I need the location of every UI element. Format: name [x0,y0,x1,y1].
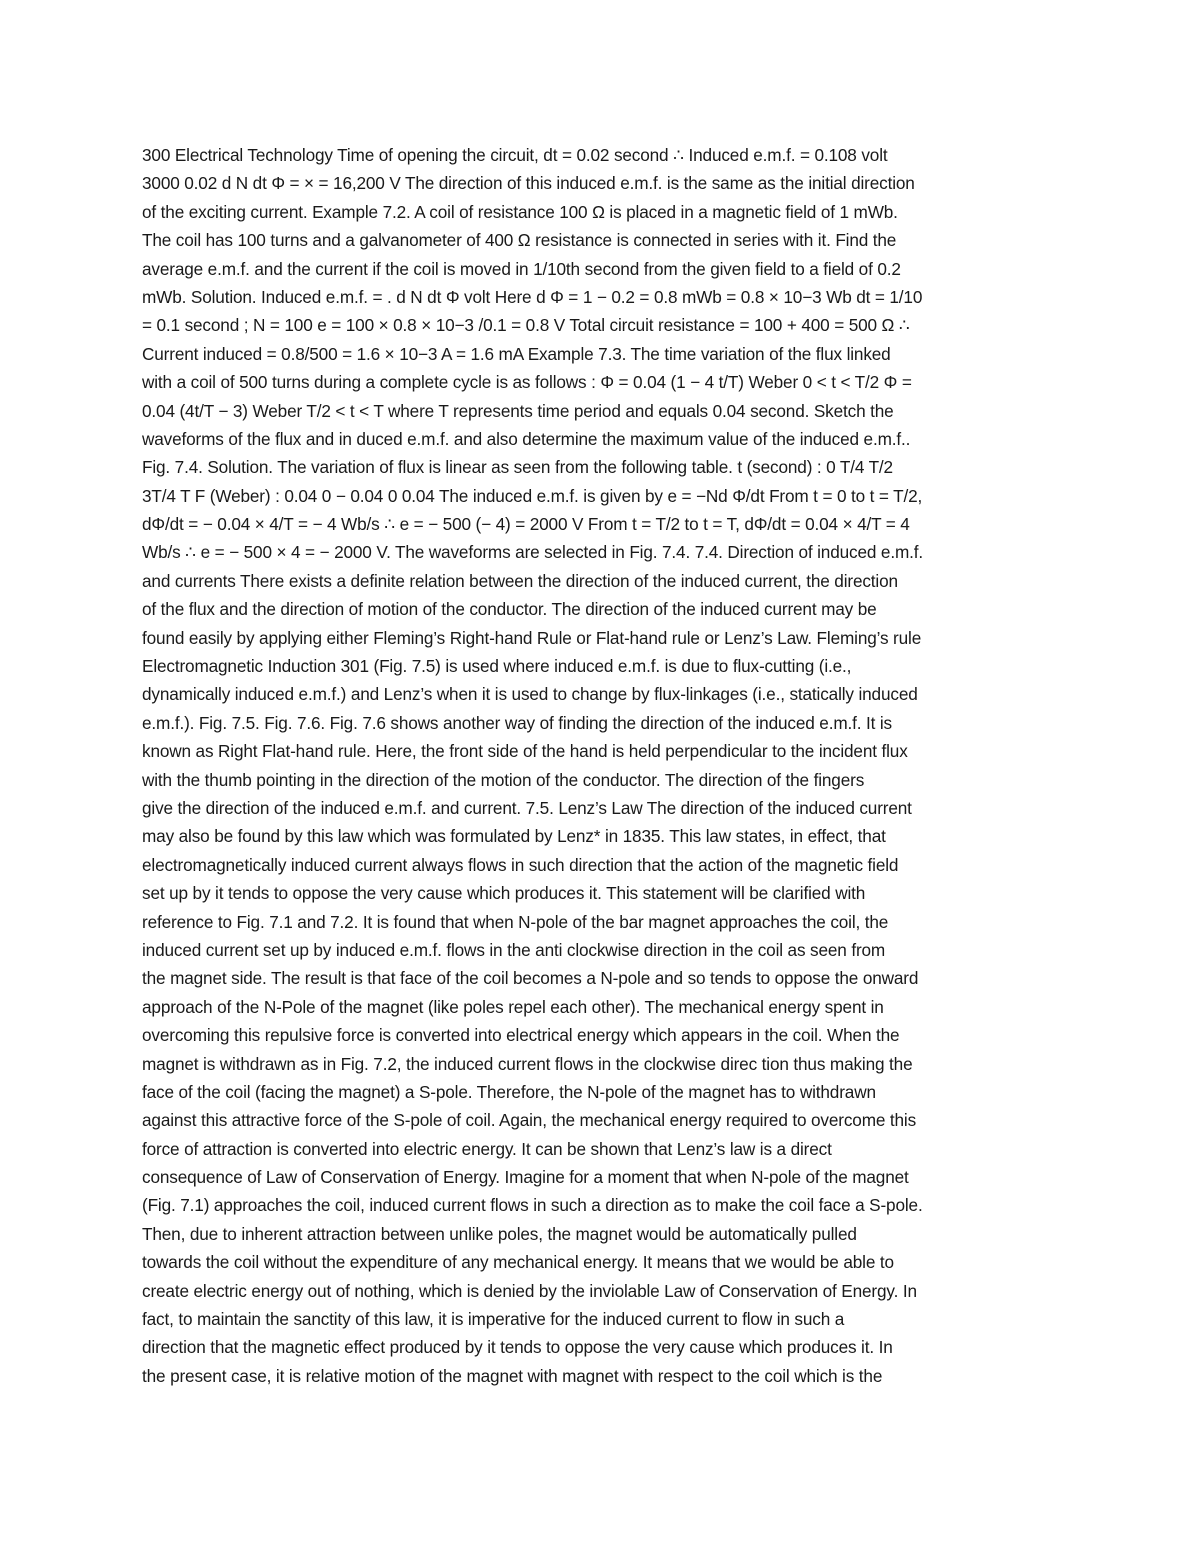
text-line: 3T/4 T F (Weber) : 0.04 0 − 0.04 0 0.04 The induced e.m.f. is given by e = −Nd Φ/dt From t = 0 to t = T/2, [142,485,923,506]
text-line: Wb/s ∴ e = − 500 × 4 = − 2000 V. The waveforms are selected in Fig. 7.4. 7.4. Direction of induced e.m.f. [142,542,924,563]
text-line: Electromagnetic Induction 301 (Fig. 7.5) is used where induced e.m.f. is due to flux-cutting (i.e., [142,656,852,677]
text-line: of the exciting current. Example 7.2. A coil of resistance 100 Ω is placed in a magnetic field of 1 mWb. [142,201,898,222]
text-line: may also be found by this law which was formulated by Lenz* in 1835. This law states, in effect, that [142,826,886,847]
text-line: overcoming this repulsive force is converted into electrical energy which appears in the coil. When the [142,1025,900,1046]
text-line: against this attractive force of the S-pole of coil. Again, the mechanical energy required to overcome this [142,1110,917,1131]
text-line: with the thumb pointing in the direction of the motion of the conductor. The direction of the fingers [142,769,865,790]
text-line: towards the coil without the expenditure of any mechanical energy. It means that we would be able to [142,1252,894,1273]
text-line: 0.04 (4t/T − 3) Weber T/2 < t < T where T represents time period and equals 0.04 second. Sketch the [142,400,894,421]
text-line: found easily by applying either Fleming’s Right-hand Rule or Flat-hand rule or Lenz’s Law. Fleming’s rule [142,627,922,648]
document-page [142,141,1067,1390]
text-line: force of attraction is converted into electric energy. It can be shown that Lenz’s law is a direct [142,1138,832,1159]
text-line: waveforms of the flux and in duced e.m.f. and also determine the maximum value of the induced e.m.f.. [142,428,911,449]
text-line: the magnet side. The result is that face of the coil becomes a N-pole and so tends to oppose the onward [142,968,919,989]
text-line: 300 Electrical Technology Time of opening the circuit, dt = 0.02 second ∴ Induced e.m.f. = 0.108 volt [142,145,888,165]
text-line: Fig. 7.4. Solution. The variation of flux is linear as seen from the following table. t (second) : 0 T/4 T/2 [142,457,893,478]
text-line: dynamically induced e.m.f.) and Lenz’s when it is used to change by flux-linkages (i.e., statically induced [142,684,918,705]
text-line: with a coil of 500 turns during a complete cycle is as follows : Φ = 0.04 (1 − 4 t/T) Weber 0 < t < T/2 Φ = [142,372,912,393]
text-line: reference to Fig. 7.1 and 7.2. It is found that when N-pole of the bar magnet approaches the coil, the [142,911,889,932]
text-line: give the direction of the induced e.m.f. and current. 7.5. Lenz’s Law The direction of the induced current [142,797,912,818]
text-line: average e.m.f. and the current if the coil is moved in 1/10th second from the given field to a field of 0.2 [142,258,901,279]
text-line: Then, due to inherent attraction between unlike poles, the magnet would be automatically pulled [142,1223,857,1244]
text-line: = 0.1 second ; N = 100 e = 100 × 0.8 × 10−3 /0.1 = 0.8 V Total circuit resistance = 100 + 400 = 500 Ω ∴ [142,315,910,336]
text-line: e.m.f.). Fig. 7.5. Fig. 7.6. Fig. 7.6 shows another way of finding the direction of the induced e.m.f. It is [142,712,892,733]
text-line: magnet is withdrawn as in Fig. 7.2, the induced current flows in the clockwise direc tion thus making the [142,1053,913,1074]
text-line: fact, to maintain the sanctity of this law, it is imperative for the induced current to flow in such a [142,1309,845,1330]
body-text [142,141,1067,1390]
text-line: (Fig. 7.1) approaches the coil, induced current flows in such a direction as to make the coil face a S-pole. [142,1195,923,1216]
text-line: The coil has 100 turns and a galvanometer of 400 Ω resistance is connected in series with it. Find the [142,230,897,251]
text-line: 3000 0.02 d N dt Φ = × = 16,200 V The direction of this induced e.m.f. is the same as the initial direction [142,173,915,194]
text-line: direction that the magnetic effect produced by it tends to oppose the very cause which produces it. In [142,1337,893,1358]
text-line: induced current set up by induced e.m.f. flows in the anti clockwise direction in the coil as seen from [142,939,886,960]
text-line: consequence of Law of Conservation of Energy. Imagine for a moment that when N-pole of the magnet [142,1167,909,1188]
text-line: the present case, it is relative motion of the magnet with magnet with respect to the coil which is the [142,1365,883,1386]
text-line: mWb. Solution. Induced e.m.f. = . d N dt Φ volt Here d Φ = 1 − 0.2 = 0.8 mWb = 0.8 × 10−3 Wb dt = 1/10 [142,286,923,307]
text-line: create electric energy out of nothing, which is denied by the inviolable Law of Conservation of Energy. In [142,1280,917,1301]
text-line: known as Right Flat-hand rule. Here, the front side of the hand is held perpendicular to the incident flux [142,741,908,762]
text-line: Current induced = 0.8/500 = 1.6 × 10−3 A = 1.6 mA Example 7.3. The time variation of the flux linked [142,343,891,364]
text-line: approach of the N-Pole of the magnet (like poles repel each other). The mechanical energy spent in [142,996,884,1017]
text-line: electromagnetically induced current always flows in such direction that the action of the magnetic field [142,854,899,875]
text-line: and currents There exists a definite relation between the direction of the induced current, the direction [142,570,898,591]
text-line: dΦ/dt = − 0.04 × 4/T = − 4 Wb/s ∴ e = − 500 (− 4) = 2000 V From t = T/2 to t = T, dΦ/dt = 0.04 × 4/T = 4 [142,514,910,535]
text-line: face of the coil (facing the magnet) a S-pole. Therefore, the N-pole of the magnet has to withdrawn [142,1081,876,1102]
text-line: set up by it tends to oppose the very cause which produces it. This statement will be clarified with [142,883,866,904]
text-line: of the flux and the direction of motion of the conductor. The direction of the induced current may be [142,599,877,620]
